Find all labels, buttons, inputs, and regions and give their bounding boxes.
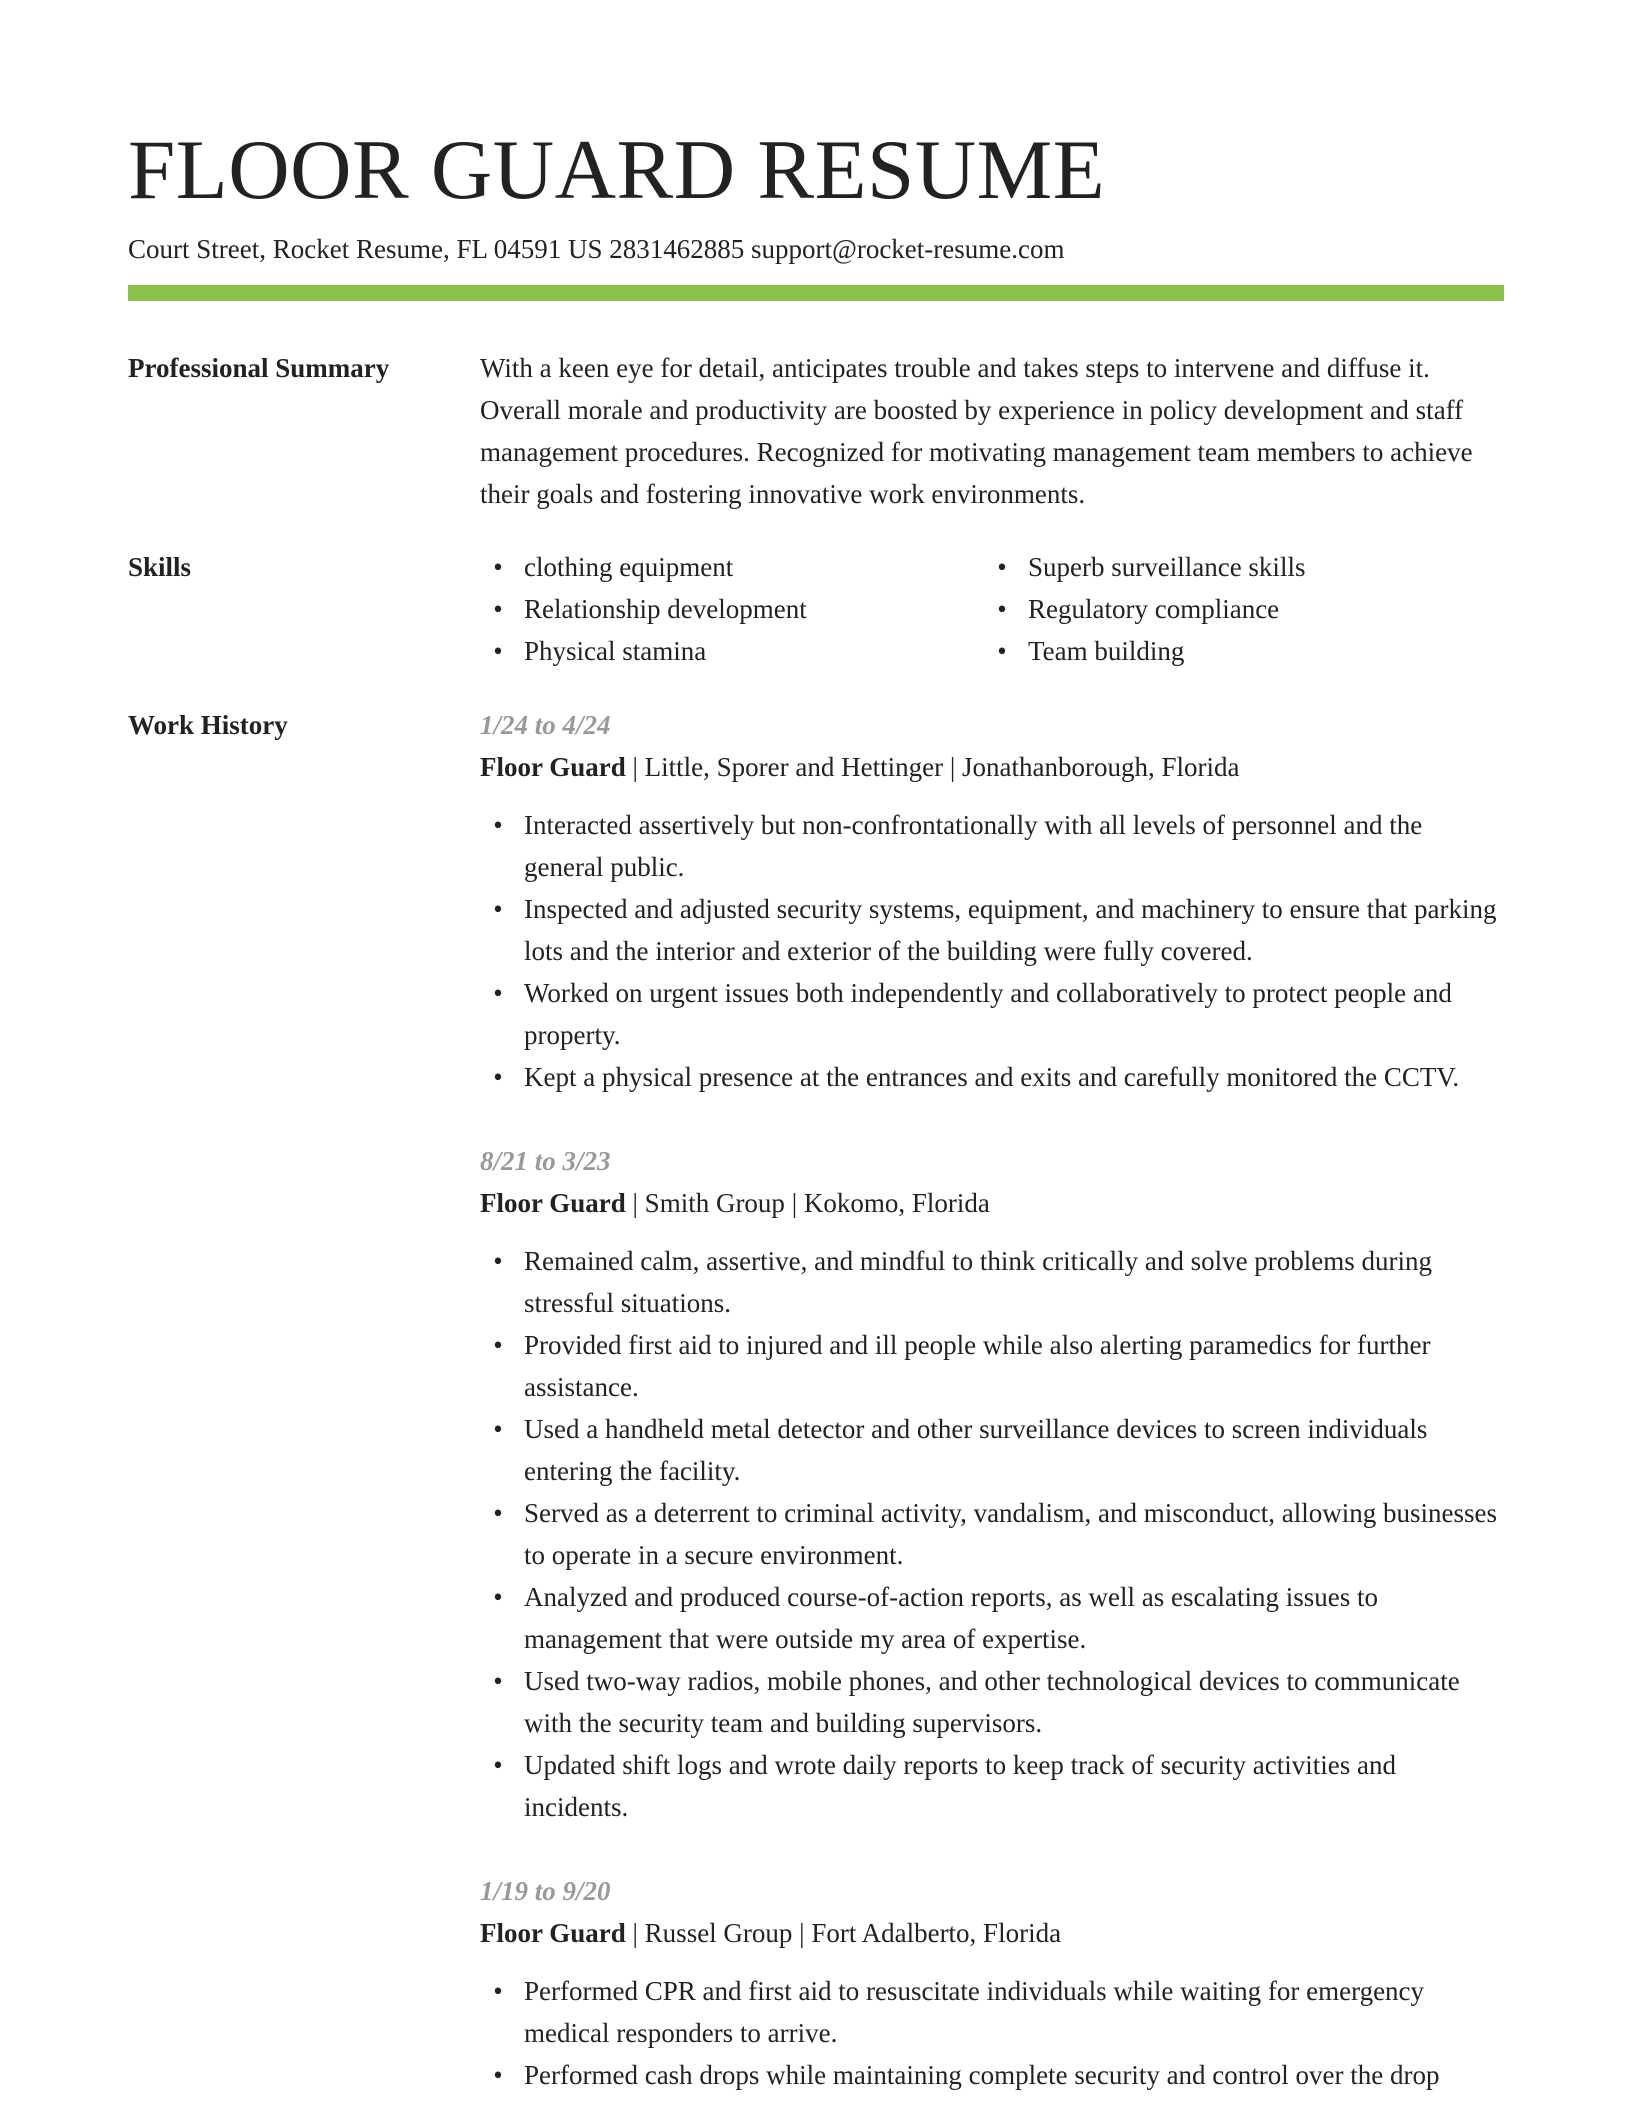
bullet-icon: • <box>493 978 503 1008</box>
bullet-icon: • <box>493 1666 503 1696</box>
job-bullet-item: • Used two-way radios, mobile phones, and other technological devices to communicate with the security team and building supervisors. <box>480 1660 1504 1744</box>
bullet-icon: • <box>493 1330 503 1360</box>
job-dates: 8/21 to 3/23 <box>480 1146 611 1176</box>
job-bullet-item: • Updated shift logs and wrote daily reports to keep track of security activities and incidents. <box>480 1744 1504 1828</box>
summary-heading: Professional Summary <box>128 353 390 383</box>
skill-item: • Physical stamina <box>480 630 984 672</box>
job-title: Floor Guard <box>480 1188 626 1218</box>
job-bullets <box>480 1970 1504 2096</box>
job-location: Kokomo, Florida <box>803 1188 990 1218</box>
job-header: Floor Guard | Smith Group | Kokomo, Florida <box>480 1188 990 1218</box>
job-bullet-item: • Interacted assertively but non-confrontationally with all levels of personnel and the general public. <box>480 804 1504 888</box>
job-bullets <box>480 1240 1504 1828</box>
contact-info: Court Street, Rocket Resume, FL 04591 US 2831462885 support@rocket-resume.com <box>128 234 1065 264</box>
job-title: Floor Guard <box>480 752 626 782</box>
bullet-icon: • <box>493 594 503 624</box>
job-bullet-item: • Used a handheld metal detector and other surveillance devices to screen individuals entering the facility. <box>480 1408 1504 1492</box>
bullet-icon: • <box>997 594 1007 624</box>
job-bullet-item: • Analyzed and produced course-of-action reports, as well as escalating issues to management that were outside my area of expertise. <box>480 1576 1504 1660</box>
bullet-icon: • <box>493 552 503 582</box>
job-company: Smith Group <box>644 1188 785 1218</box>
summary-text: With a keen eye for detail, anticipates trouble and takes steps to intervene and diffuse it. Overall morale and productivity are boosted by experience in policy development and staff management procedures. Recognized for motivating management team members to achieve their goals and fostering innovative work environments. <box>480 353 1473 509</box>
bullet-icon: • <box>493 1498 503 1528</box>
skill-item: • Relationship development <box>480 588 984 630</box>
bullet-icon: • <box>493 636 503 666</box>
job-entry <box>480 1140 1504 1828</box>
bullet-icon: • <box>493 1976 503 2006</box>
job-bullet-item: • Performed cash drops while maintaining complete security and control over the drop <box>480 2054 1504 2096</box>
bullet-icon: • <box>493 1062 503 1092</box>
job-dates: 1/19 to 9/20 <box>480 1876 611 1906</box>
job-title: Floor Guard <box>480 1918 626 1948</box>
job-bullet-item: • Provided first aid to injured and ill people while also alerting paramedics for further assistance. <box>480 1324 1504 1408</box>
job-bullet-item: • Served as a deterrent to criminal activity, vandalism, and misconduct, allowing businesses to operate in a secure environment. <box>480 1492 1504 1576</box>
bullet-icon: • <box>493 1414 503 1444</box>
skill-item: • Superb surveillance skills <box>984 546 1488 588</box>
job-bullet-item: • Inspected and adjusted security systems, equipment, and machinery to ensure that parking lots and the interior and exterior of the building were fully covered. <box>480 888 1504 972</box>
job-header: Floor Guard | Little, Sporer and Hettinger | Jonathanborough, Florida <box>480 752 1240 782</box>
job-entry <box>480 1870 1504 2096</box>
bullet-icon: • <box>493 1582 503 1612</box>
skills-heading: Skills <box>128 552 192 582</box>
job-header: Floor Guard | Russel Group | Fort Adalberto, Florida <box>480 1918 1062 1948</box>
job-company: Russel Group <box>644 1918 793 1948</box>
job-bullet-item: • Performed CPR and first aid to resuscitate individuals while waiting for emergency medical responders to arrive. <box>480 1970 1504 2054</box>
bullet-icon: • <box>493 1750 503 1780</box>
job-bullet-item: • Kept a physical presence at the entrances and exits and carefully monitored the CCTV. <box>480 1056 1504 1098</box>
job-entry <box>480 704 1504 1098</box>
work-history-heading: Work History <box>128 710 288 740</box>
job-location: Jonathanborough, Florida <box>962 752 1240 782</box>
job-dates: 1/24 to 4/24 <box>480 710 611 740</box>
bullet-icon: • <box>997 636 1007 666</box>
resume-title: FLOOR GUARD RESUME <box>128 123 1106 217</box>
skills-grid <box>480 546 1504 672</box>
bullet-icon: • <box>997 552 1007 582</box>
skills-column-2 <box>984 546 1488 672</box>
bullet-icon: • <box>493 2060 503 2090</box>
job-company: Little, Sporer and Hettinger <box>644 752 944 782</box>
header-divider <box>128 285 1504 301</box>
skill-item: • clothing equipment <box>480 546 984 588</box>
job-bullet-item: • Worked on urgent issues both independently and collaboratively to protect people and property. <box>480 972 1504 1056</box>
skill-item: • Regulatory compliance <box>984 588 1488 630</box>
job-location: Fort Adalberto, Florida <box>811 1918 1062 1948</box>
job-bullets <box>480 804 1504 1098</box>
bullet-icon: • <box>493 1246 503 1276</box>
bullet-icon: • <box>493 894 503 924</box>
bullet-icon: • <box>493 810 503 840</box>
job-bullet-item: • Remained calm, assertive, and mindful to think critically and solve problems during stressful situations. <box>480 1240 1504 1324</box>
skill-item: • Team building <box>984 630 1488 672</box>
skills-column-1 <box>480 546 984 672</box>
